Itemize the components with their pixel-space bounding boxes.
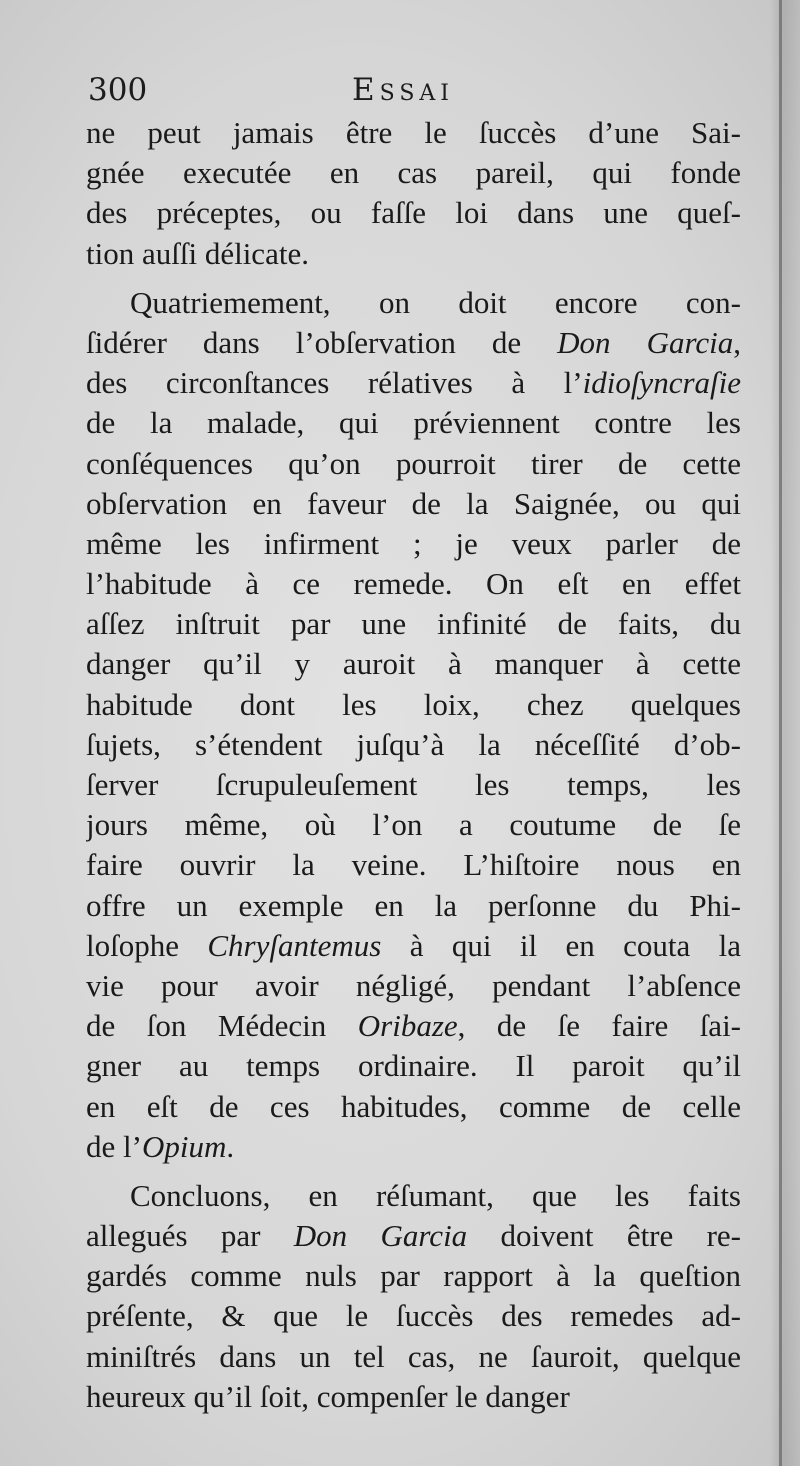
text-line xyxy=(86,765,741,805)
text-line xyxy=(86,1087,741,1127)
text-segment: danger qu’il y auroit à manquer à cette xyxy=(86,646,741,682)
italic-segment: idioſyncraſie xyxy=(582,365,741,401)
text-segment: , de ſe faire ſai- xyxy=(457,1008,741,1044)
text-segment: doivent être re- xyxy=(467,1218,741,1254)
text-segment: à qui il en couta la xyxy=(381,927,741,963)
text-line xyxy=(86,1176,741,1216)
text-line xyxy=(86,153,741,193)
text-segment: habitude dont les loix, chez quelques xyxy=(86,686,741,722)
text-segment: . xyxy=(226,1128,235,1164)
text-segment: faire ouvrir la veine. L’hiſtoire nous en xyxy=(86,847,741,883)
text-segment: gardés comme nuls par rapport à la queſtion xyxy=(86,1258,741,1294)
text-line xyxy=(86,1377,741,1417)
text-segment: des préceptes, ou faſſe loi dans une queſ- xyxy=(86,195,741,231)
text-line xyxy=(86,886,741,926)
text-line xyxy=(86,1216,741,1256)
text-line xyxy=(86,283,741,323)
italic-segment: Don Garcia xyxy=(557,324,734,360)
text-line xyxy=(86,805,741,845)
text-segment: Concluons, en réſumant, que les faits xyxy=(130,1177,741,1213)
text-segment: , xyxy=(733,324,741,360)
running-title: Essai xyxy=(352,72,454,108)
text-segment: miniſtrés dans un tel cas, ne ſauroit, quelque xyxy=(86,1338,741,1374)
text-segment: offre un exemple en la perſonne du Phi- xyxy=(86,887,741,923)
text-line xyxy=(86,234,741,274)
text-segment: vie pour avoir négligé, pendant l’abſence xyxy=(86,967,741,1003)
text-segment: gner au temps ordinaire. Il paroit qu’il xyxy=(86,1048,741,1084)
text-line xyxy=(86,113,741,153)
text-segment: jours même, où l’on a coutume de ſe xyxy=(86,807,741,843)
text-segment: l’habitude à ce remede. On eſt en effet xyxy=(86,566,741,602)
italic-segment: Chryſantemus xyxy=(207,927,382,963)
text-line xyxy=(86,1337,741,1377)
text-segment: même les infirment ; je veux parler de xyxy=(86,525,741,561)
text-line xyxy=(86,845,741,885)
text-line xyxy=(86,193,741,233)
italic-segment: Oribaze xyxy=(357,1008,458,1044)
page-number: 300 xyxy=(88,72,148,108)
text-line xyxy=(86,685,741,725)
text-line xyxy=(86,444,741,484)
text-segment: préſente, & que le ſuccès des remedes ad- xyxy=(86,1298,741,1334)
italic-segment: Don Garcia xyxy=(293,1218,468,1254)
paragraph-gap xyxy=(86,1167,741,1176)
text-line xyxy=(86,484,741,524)
text-segment: aſſez inſtruit par une infinité de faits, du xyxy=(86,606,741,642)
text-line xyxy=(86,524,741,564)
text-line xyxy=(86,363,741,403)
page-gutter-shadow xyxy=(770,0,800,1466)
text-segment: ſerver ſcrupuleuſement les temps, les xyxy=(86,767,741,802)
page-edge xyxy=(779,0,782,1466)
text-segment: loſophe xyxy=(86,927,208,963)
text-segment: de la malade, qui préviennent contre les xyxy=(86,405,741,441)
text-segment: conſéquences qu’on pourroit tirer de cette xyxy=(86,445,741,481)
text-segment: allegués par xyxy=(86,1218,294,1254)
paragraph-gap xyxy=(86,274,741,283)
text-line xyxy=(86,725,741,765)
text-segment: gnée executée en cas pareil, qui fonde xyxy=(86,155,741,191)
running-head xyxy=(88,66,738,112)
text-segment: de l’ xyxy=(86,1128,142,1164)
text-segment: de ſon Médecin xyxy=(86,1008,358,1044)
text-segment: heureux qu’il ſoit, compenſer le danger xyxy=(86,1378,570,1414)
text-line xyxy=(86,1006,741,1046)
text-segment: ſidérer dans l’obſervation de xyxy=(86,324,558,360)
italic-segment: Opium xyxy=(141,1128,227,1164)
text-segment: ſujets, s’étendent juſqu’à la néceſſité d’ob- xyxy=(86,726,741,762)
text-line xyxy=(86,323,741,363)
text-segment: tion auſſi délicate. xyxy=(86,235,309,271)
text-line xyxy=(86,1046,741,1086)
text-line xyxy=(86,604,741,644)
body-text xyxy=(86,113,741,1417)
text-segment: des circonſtances rélatives à l’ xyxy=(86,365,583,401)
text-line xyxy=(86,564,741,604)
text-line xyxy=(86,1127,741,1167)
text-line xyxy=(86,926,741,966)
text-line xyxy=(86,966,741,1006)
text-segment: obſervation en faveur de la Saignée, ou qui xyxy=(86,485,741,521)
text-line xyxy=(86,1296,741,1336)
text-line xyxy=(86,403,741,443)
text-segment: Quatriemement, on doit encore con- xyxy=(130,284,741,320)
text-segment: ne peut jamais être le ſuccès d’une Sai- xyxy=(86,115,741,150)
text-line xyxy=(86,644,741,684)
text-line xyxy=(86,1256,741,1296)
text-segment: en eſt de ces habitudes, comme de celle xyxy=(86,1088,741,1124)
